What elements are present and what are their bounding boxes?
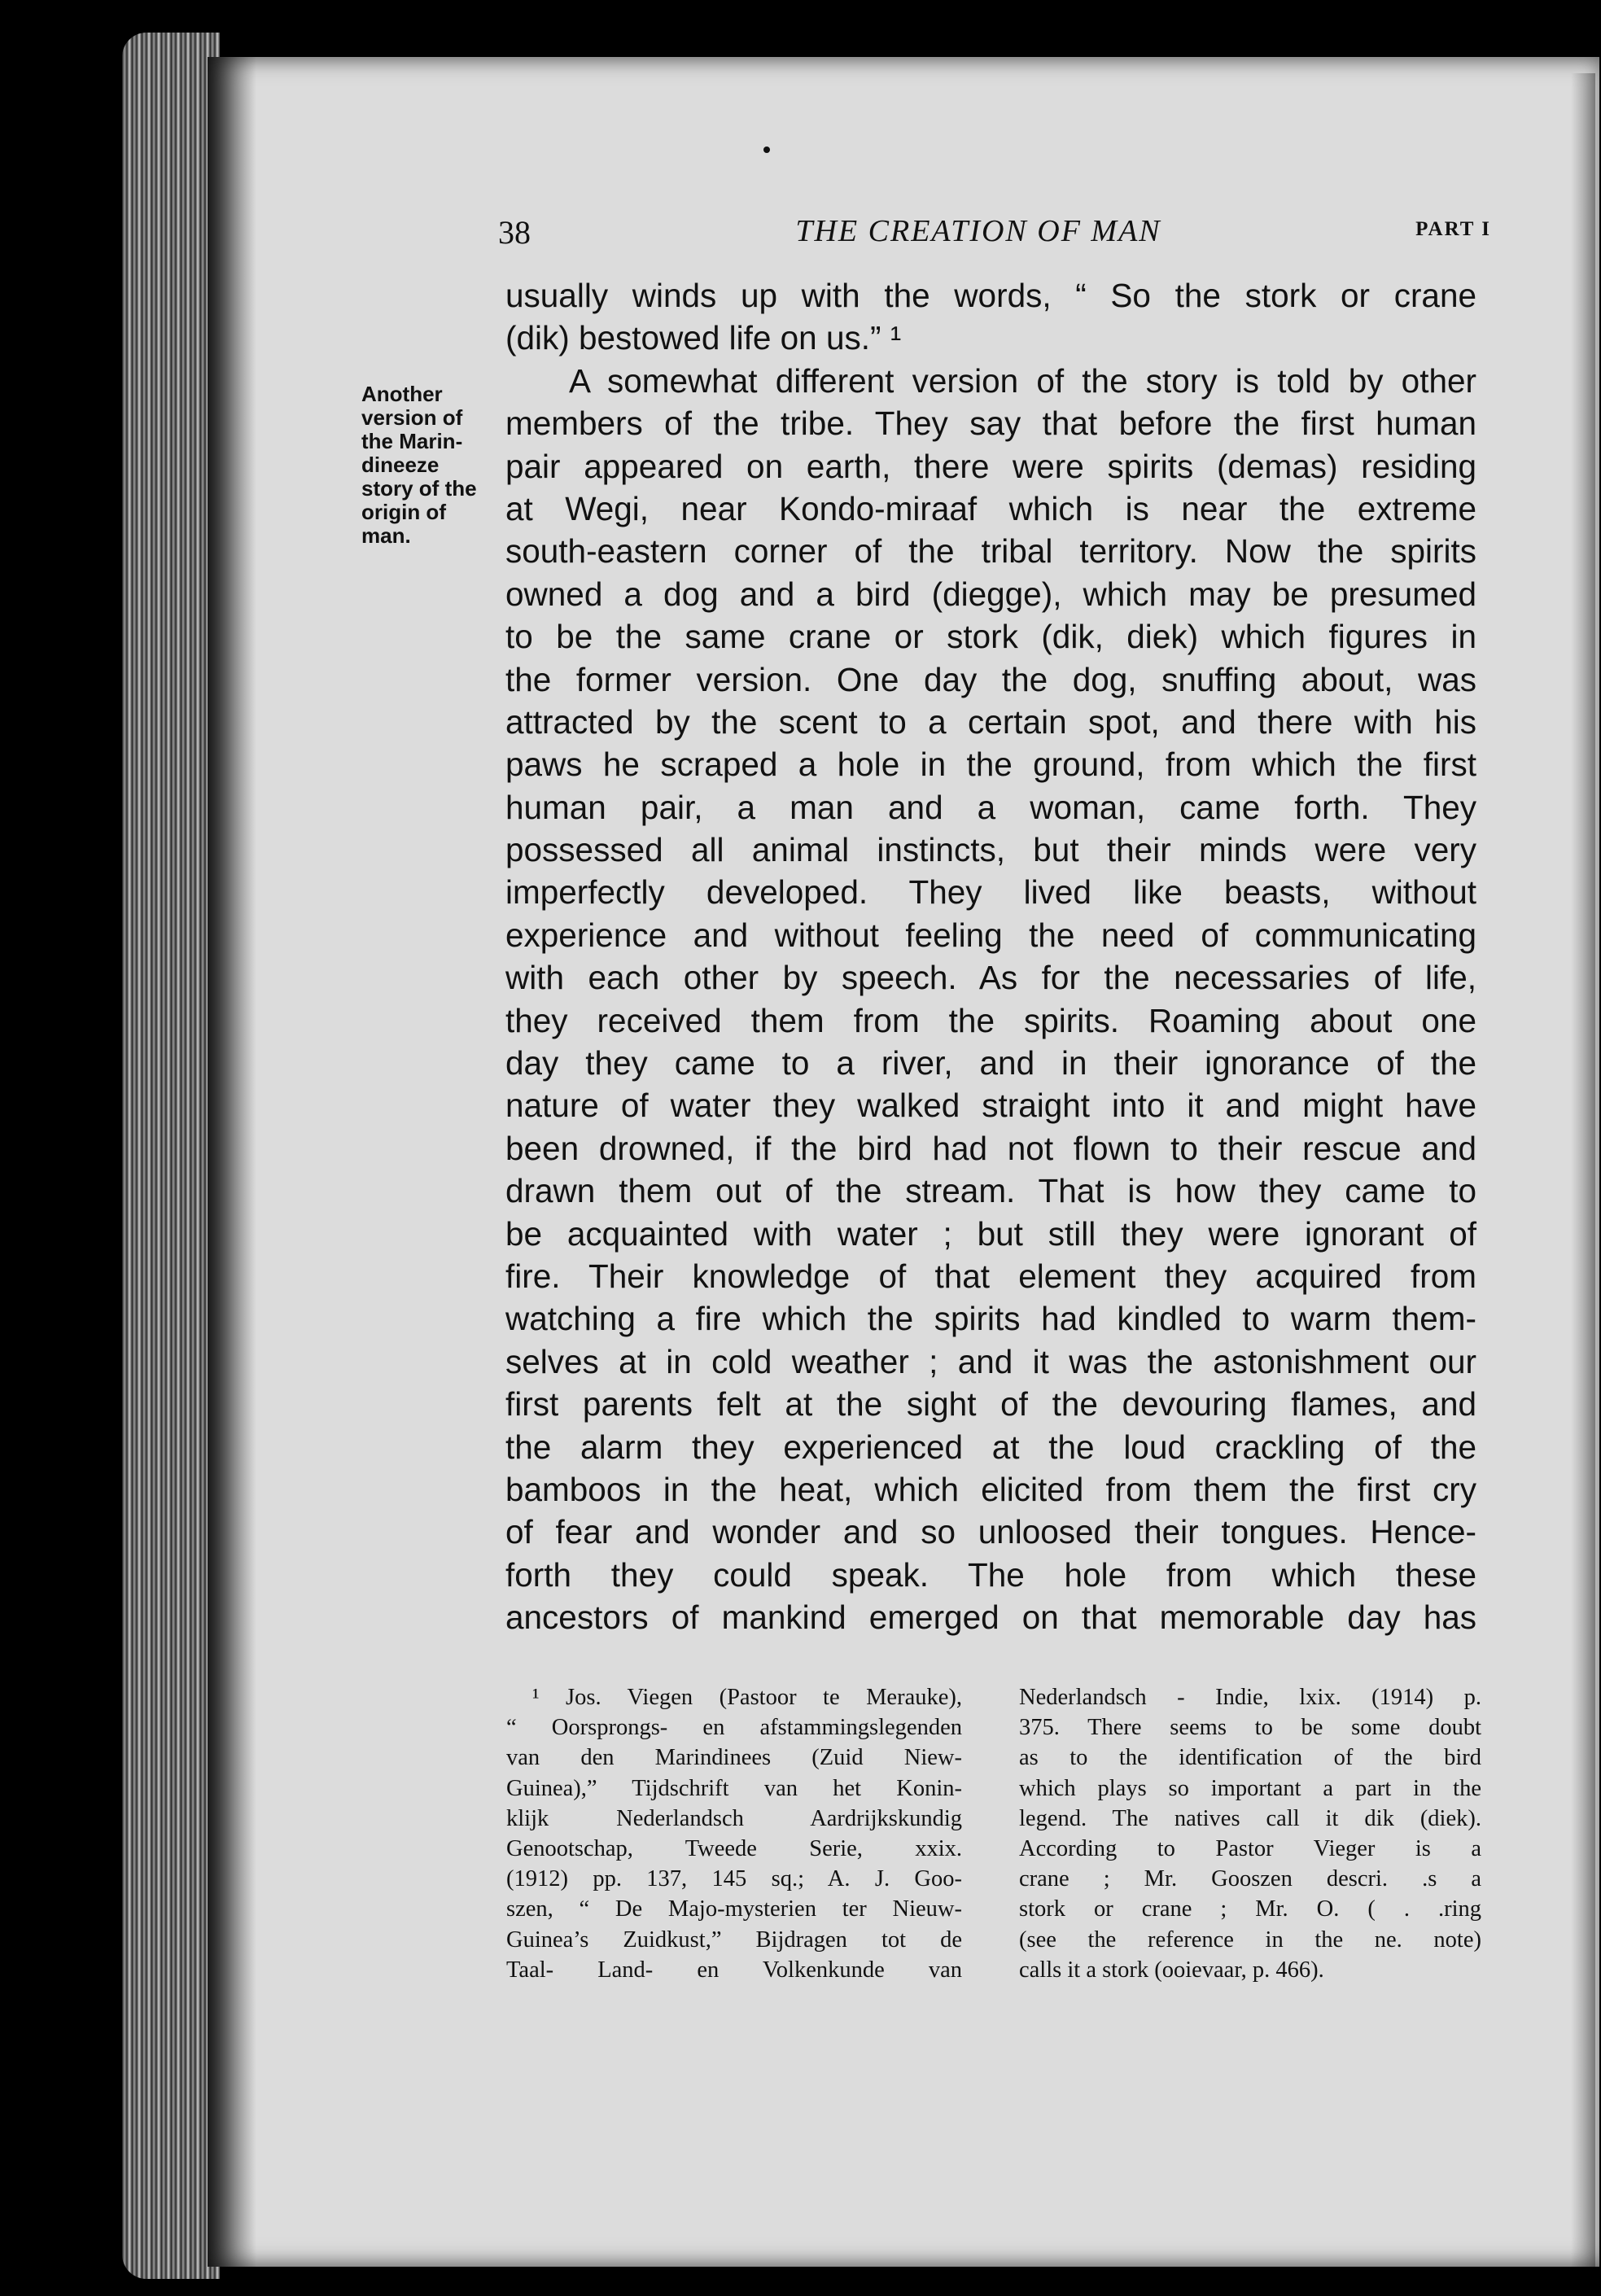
footnote-line: According to Pastor Vieger is a [1019,1835,1481,1861]
body-line: to be the same crane or stork (dik, diek) which figures in [505,618,1476,656]
body-line: drawn them out of the stream. That is how they came to [505,1172,1476,1210]
part-label: PART I [1415,218,1491,240]
body-line: forth they could speak. The hole from which these [505,1555,1476,1594]
body-line: been drowned, if the bird had not flown to their rescue and [505,1129,1476,1167]
footnote-line: Guinea’s Zuidkust,” Bijdragen tot de [506,1926,962,1953]
body-line: first parents felt at the sight of the devouring flames, and [505,1385,1476,1424]
body-line: A somewhat different version of the story is told by other [569,361,1476,400]
marginal-note-line: the Marin- [361,429,463,453]
footnote-line: klijk Nederlandsch Aardrijkskundig [506,1805,962,1831]
page-number: 38 [498,214,531,251]
spine-shadow [208,57,256,2267]
marginal-note-line: origin of [361,500,446,524]
footnote-column-left [506,1682,962,1985]
body-line: fire. Their knowledge of that element they acquired from [505,1257,1476,1295]
body-line: imperfectly developed. They lived like beasts, without [505,873,1476,912]
footnote-line: which plays so important a part in the [1019,1775,1481,1801]
body-line: the former version. One day the dog, snuffing about, was [505,660,1476,698]
body-line: (dik) bestowed life on us.” ¹ [505,319,902,357]
footnote-line: (1912) pp. 137, 145 sq.; A. J. Goo- [506,1866,962,1892]
body-line: possessed all animal instincts, but their minds were very [505,831,1476,869]
body-line: they received them from the spirits. Roaming about one [505,1001,1476,1039]
footnote-line: 375. There seems to be some doubt [1019,1715,1481,1741]
page-header [498,213,1491,254]
body-line: usually winds up with the words, “ So the stork or crane [505,277,1476,314]
marginal-note-line: man. [361,523,411,548]
body-line: south-eastern corner of the tribal territory. Now the spirits [505,532,1476,571]
running-title: THE CREATION OF MAN [795,214,1161,248]
footnote-line: Guinea),” Tijdschrift van het Konin- [506,1775,962,1801]
print-speck [763,147,770,153]
body-line: paws he scraped a hole in the ground, from which the first [505,746,1476,784]
body-line: of fear and wonder and so unloosed their tongues. Hence- [505,1513,1476,1551]
body-line: human pair, a man and a woman, came forth. They [505,788,1476,826]
footnote-column-right [1019,1682,1481,1985]
marginal-note-line: story of the [361,476,477,501]
body-line: owned a dog and a bird (diegge), which may be presumed [505,575,1476,613]
footnote-line: as to the identification of the bird [1019,1745,1481,1771]
body-line: watching a fire which the spirits had kindled to warm them- [505,1300,1476,1338]
marginal-note [361,383,508,548]
body-line: attracted by the scent to a certain spot, and there with his [505,702,1476,741]
marginal-note-line: version of [361,405,463,430]
footnote-line: calls it a stork (ooievaar, p. 466). [1019,1957,1324,1983]
body-text [505,274,1476,1639]
body-line: pair appeared on earth, there were spirits (demas) residing [505,447,1476,485]
body-line: the alarm they experienced at the loud crackling of the [505,1428,1476,1466]
body-line: experience and without feeling the need of communicating [505,916,1476,954]
footnote-line: szen, “ De Majo-mysterien ter Nieuw- [506,1896,962,1922]
footnotes [506,1682,1483,2024]
body-line: members of the tribe. They say that before the first human [505,405,1476,443]
body-line: selves at in cold weather ; and it was the astonishment our [505,1342,1476,1380]
footnote-line: ¹ Jos. Viegen (Pastoor te Merauke), [532,1685,962,1710]
footnote-line: (see the reference in the ne. note) [1019,1926,1481,1953]
marginal-note-line: Another [361,382,443,406]
body-line: with each other by speech. As for the necessaries of life, [505,959,1476,997]
footnote-line: Nederlandsch - Indie, lxix. (1914) p. [1019,1685,1481,1710]
body-line: nature of water they walked straight into it and might have [505,1087,1476,1125]
footnote-line: legend. The natives call it dik (diek). [1019,1805,1481,1831]
marginal-note-line: dineeze [361,453,440,477]
body-line: ancestors of mankind emerged on that memorable day has [505,1598,1476,1637]
footnote-line: crane ; Mr. Gooszen descri. .s a [1019,1866,1481,1892]
page-edge-shadow [1571,73,1595,2271]
body-line: be acquainted with water ; but still they were ignorant of [505,1214,1476,1253]
footnote-line: Taal- Land- en Volkenkunde van [506,1957,962,1983]
footnote-line: van den Marindinees (Zuid Niew- [506,1745,962,1771]
body-line: day they came to a river, and in their ignorance of the [505,1044,1476,1082]
footnote-line: “ Oorsprongs- en afstammingslegenden [506,1715,962,1741]
footnote-line: stork or crane ; Mr. O. ( . .ring [1019,1896,1481,1922]
book-binding-edge [122,33,220,2279]
footnote-line: Genootschap, Tweede Serie, xxix. [506,1835,962,1861]
body-line: at Wegi, near Kondo-miraaf which is near the extreme [505,489,1476,527]
body-line: bamboos in the heat, which elicited from them the first cry [505,1470,1476,1508]
